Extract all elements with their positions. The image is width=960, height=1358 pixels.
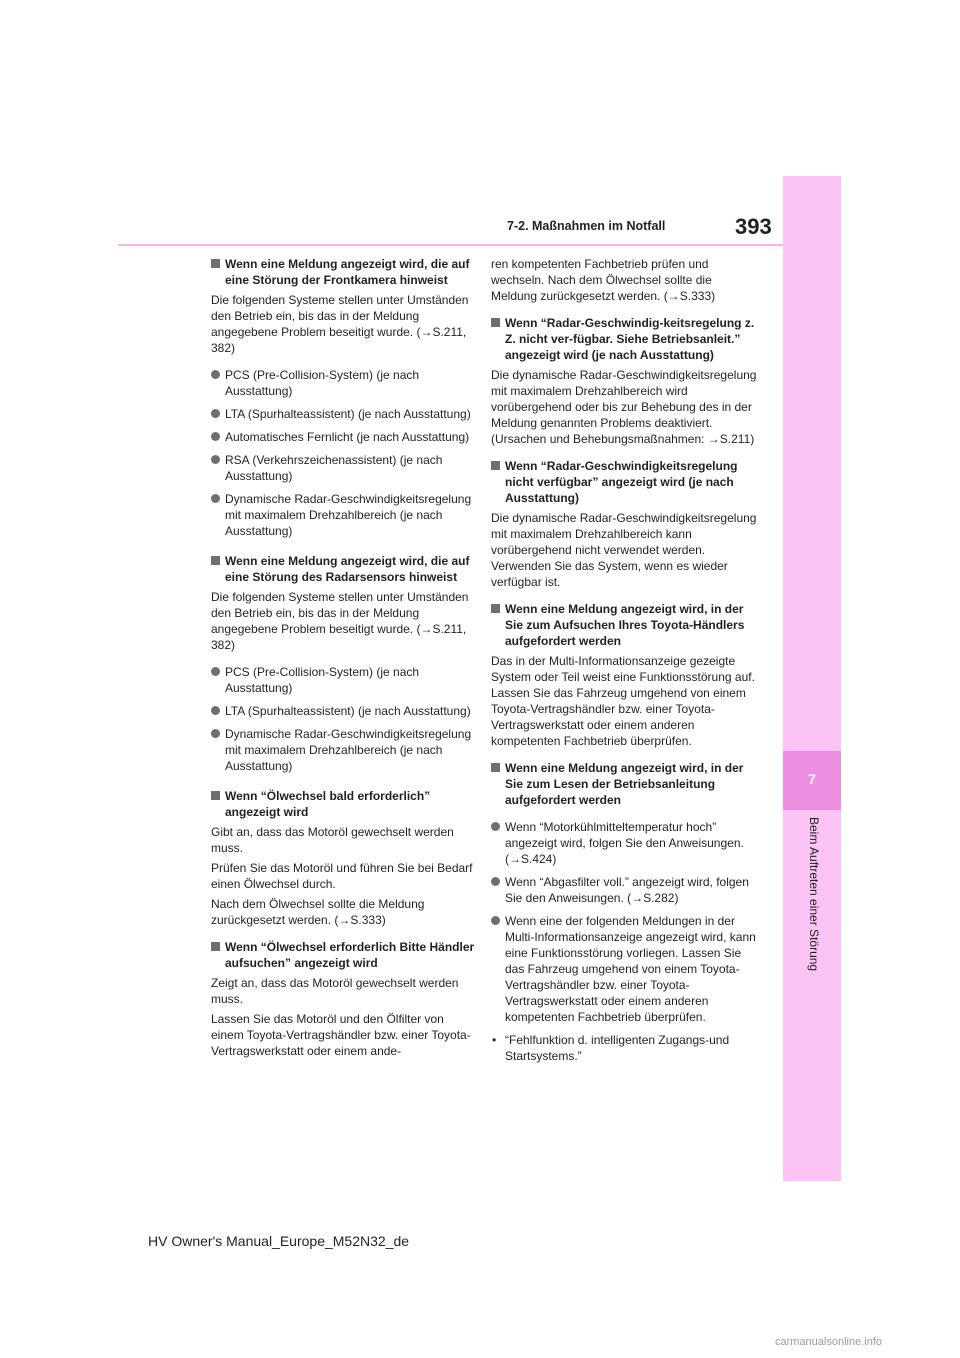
sub-list-item: • “Fehlfunktion d. intelligenten Zugangs-und Startsystems.” — [492, 1033, 730, 1063]
square-bullet-icon — [211, 791, 220, 800]
round-bullet-icon — [211, 370, 220, 379]
list-item: Dynamische Radar-Geschwindigkeitsregelung mit maximalem Drehzahlbereich (je nach Ausstattung) — [211, 491, 479, 539]
section-header: 7-2. Maßnahmen im Notfall — [507, 219, 666, 233]
round-bullet-icon — [491, 822, 500, 831]
list-item: PCS (Pre-Collision-System) (je nach Ausstattung) — [211, 367, 479, 399]
section-heading: Wenn eine Meldung angezeigt wird, die auf eine Störung der Frontkamera hinweist — [211, 256, 479, 288]
round-bullet-icon — [211, 494, 220, 503]
section-heading: Wenn “Radar-Geschwindig-keitsregelung z. Z. nicht ver-fügbar. Siehe Betriebsanleit.” angezeigt wird (je nach Ausstattung) — [491, 315, 757, 363]
square-bullet-icon — [211, 556, 220, 565]
round-bullet-icon — [211, 729, 220, 738]
square-bullet-icon — [491, 318, 500, 327]
paragraph: Das in der Multi-Informationsanzeige gezeigte System oder Teil weist eine Funktionsstörung auf. Lassen Sie das Fahrzeug umgehend von einem Toyota-Vertragshändler bzw. einer Toyota-Vertragswerkstatt oder einem anderen kompetenten Fachbetrieb überprüfen. — [491, 654, 755, 748]
section-heading: Wenn “Ölwechsel bald erforderlich” angezeigt wird — [211, 788, 479, 820]
list-item: Wenn “Abgasfilter voll.” angezeigt wird, folgen Sie den Anweisungen. (→S.282) — [491, 874, 757, 906]
footer-text: HV Owner's Manual_Europe_M52N32_de — [148, 1233, 410, 1249]
paragraph: Gibt an, dass das Motoröl gewechselt werden muss. — [211, 825, 454, 855]
header-rule — [118, 244, 783, 246]
round-bullet-icon — [211, 432, 220, 441]
paragraph: Zeigt an, dass das Motoröl gewechselt werden muss. — [211, 976, 459, 1006]
list-item: LTA (Spurhalteassistent) (je nach Ausstattung) — [211, 703, 479, 719]
paragraph: Die dynamische Radar-Geschwindigkeitsregelung mit maximalem Drehzahlbereich kann vorübergehend nicht verwendet werden. Verwenden Sie das System, wenn es wieder verfügbar ist. — [491, 511, 757, 589]
list-item: Wenn eine der folgenden Meldungen in der Multi-Informationsanzeige angezeigt wird, kann eine Funktionsstörung vorliegen. Lassen Sie das Fahrzeug umgehend von einem Toyota-Vertragshändler bzw. einer Toyota-Vertragswerkstatt oder einem anderen kompetenten Fachbetrieb überprüfen. — [491, 913, 757, 1025]
round-bullet-icon — [211, 409, 220, 418]
square-bullet-icon — [491, 461, 500, 470]
list-item: Automatisches Fernlicht (je nach Ausstattung) — [211, 429, 479, 445]
list-item: LTA (Spurhalteassistent) (je nach Ausstattung) — [211, 406, 479, 422]
square-bullet-icon — [211, 942, 220, 951]
chapter-label: Beim Auftreten einer Störung — [807, 817, 821, 972]
round-bullet-icon — [211, 455, 220, 464]
list-item: RSA (Verkehrszeichenassistent) (je nach Ausstattung) — [211, 452, 479, 484]
paragraph: Die folgenden Systeme stellen unter Umständen den Betrieb ein, bis das in der Meldung angegebene Problem beseitigt wurde. (→S.211, 382) — [211, 293, 469, 355]
watermark: carmanualsonline.info — [775, 1336, 883, 1348]
chapter-number-box — [783, 751, 841, 810]
right-column — [491, 256, 757, 1067]
chapter-number: 7 — [808, 771, 816, 787]
round-bullet-icon — [491, 916, 500, 925]
square-bullet-icon — [491, 763, 500, 772]
paragraph: Die dynamische Radar-Geschwindigkeitsregelung mit maximalem Drehzahlbereich wird vorübergehend oder bis zur Behebung des in der Meldung genannten Problems deaktiviert. (Ursachen und Behebungsmaßnahmen: →S.211) — [491, 368, 757, 446]
list-item: PCS (Pre-Collision-System) (je nach Ausstattung) — [211, 664, 479, 696]
section-heading: Wenn eine Meldung angezeigt wird, die auf eine Störung des Radarsensors hinweist — [211, 553, 479, 585]
section-heading: Wenn eine Meldung angezeigt wird, in der Sie zum Lesen der Betriebsanleitung aufgefordert werden — [491, 760, 757, 808]
section-heading: Wenn “Ölwechsel erforderlich Bitte Händler aufsuchen” angezeigt wird — [211, 939, 479, 971]
paragraph: Die folgenden Systeme stellen unter Umständen den Betrieb ein, bis das in der Meldung angegebene Problem beseitigt wurde. (→S.211, 382) — [211, 590, 469, 652]
square-bullet-icon — [211, 259, 220, 268]
list-item: Dynamische Radar-Geschwindigkeitsregelung mit maximalem Drehzahlbereich (je nach Ausstattung) — [211, 726, 479, 774]
side-tab — [783, 176, 841, 1181]
list-item: Wenn “Motorkühlmitteltemperatur hoch” angezeigt wird, folgen Sie den Anweisungen. (→S.424) — [491, 819, 757, 867]
small-bullet-mark: • — [492, 1033, 497, 1047]
round-bullet-icon — [211, 667, 220, 676]
round-bullet-icon — [211, 706, 220, 715]
round-bullet-icon — [491, 877, 500, 886]
section-heading: Wenn eine Meldung angezeigt wird, in der Sie zum Aufsuchen Ihres Toyota-Händlers aufgefordert werden — [491, 601, 757, 649]
paragraph: Lassen Sie das Motoröl und den Ölfilter von einem Toyota-Vertragshändler bzw. einer Toyota-Vertragswerkstatt oder einem ande- — [211, 1012, 471, 1058]
left-column — [211, 256, 479, 1063]
paragraph: Prüfen Sie das Motoröl und führen Sie bei Bedarf einen Ölwechsel durch. — [211, 861, 473, 891]
paragraph: ren kompetenten Fachbetrieb prüfen und wechseln. Nach dem Ölwechsel sollte die Meldung zurückgesetzt werden. (→S.333) — [491, 257, 716, 303]
section-heading: Wenn “Radar-Geschwindigkeitsregelung nicht verfügbar” angezeigt wird (je nach Ausstattung) — [491, 458, 757, 506]
square-bullet-icon — [491, 604, 500, 613]
page-number: 393 — [735, 214, 772, 239]
paragraph: Nach dem Ölwechsel sollte die Meldung zurückgesetzt werden. (→S.333) — [211, 897, 425, 927]
